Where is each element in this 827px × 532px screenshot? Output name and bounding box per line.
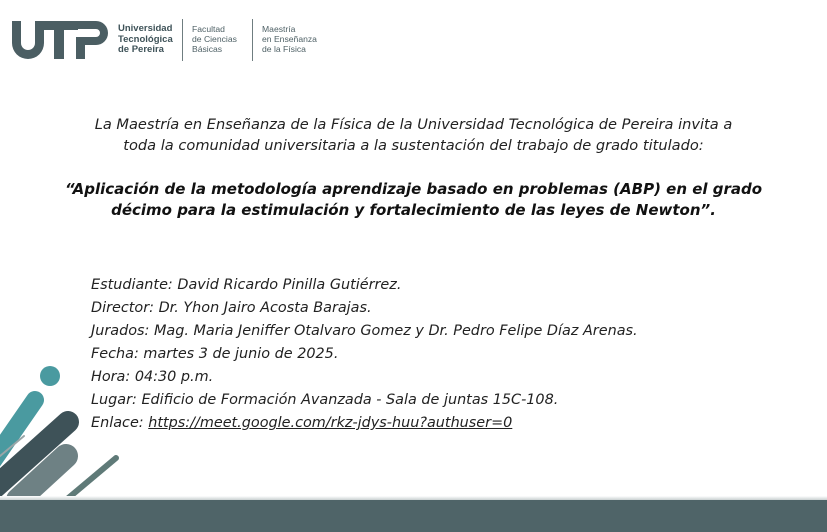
faculty-line: Facultad	[192, 24, 225, 35]
detail-label: Enlace	[91, 415, 139, 431]
header	[10, 16, 324, 64]
detail-time: Hora: 04:30 p.m.	[91, 369, 214, 385]
detail-link: Enlace: https://meet.google.com/rkz-jdys-huu?authuser=0	[91, 415, 513, 431]
invitation-intro	[40, 114, 787, 156]
institution-name	[118, 24, 174, 56]
meeting-link[interactable]: https://meet.google.com/rkz-jdys-huu?authuser=0	[148, 415, 513, 431]
detail-jury: Jurados: Mag. Maria Jeniffer Otalvaro Gomez y Dr. Pedro Felipe Díaz Arenas.	[91, 323, 638, 339]
detail-value: 04:30 p.m.	[134, 369, 214, 385]
header-divider	[252, 19, 253, 61]
title-line: décimo para la estimulación y fortalecimiento de las leyes de Newton”.	[111, 200, 716, 219]
faculty-line: de Ciencias	[192, 34, 237, 45]
detail-value: Edificio de Formación Avanzada - Sala de juntas 15C-108.	[141, 392, 559, 408]
program-line: Maestría	[262, 24, 296, 35]
program-name	[262, 25, 324, 54]
utp-logo-icon	[10, 17, 112, 63]
program-line: de la Física	[262, 43, 306, 54]
intro-line: toda la comunidad universitaria a la sustentación del trabajo de grado titulado:	[123, 137, 704, 154]
institution-line: Universidad	[118, 23, 173, 35]
institution-line: de Pereira	[118, 44, 164, 56]
event-details	[91, 274, 791, 435]
program-line: en Enseñanza	[262, 34, 317, 45]
detail-value: Mag. Maria Jeniffer Otalvaro Gomez y Dr. Pedro Felipe Díaz Arenas.	[153, 323, 638, 339]
intro-line: La Maestría en Enseñanza de la Física de la Universidad Tecnológica de Pereira invita a	[94, 116, 733, 133]
detail-director: Director: Dr. Yhon Jairo Acosta Barajas.	[91, 300, 372, 316]
detail-label: Estudiante	[91, 277, 168, 293]
detail-label: Fecha	[91, 346, 134, 362]
detail-date: Fecha: martes 3 de junio de 2025.	[91, 346, 339, 362]
detail-value: martes 3 de junio de 2025.	[143, 346, 339, 362]
header-divider	[182, 19, 183, 61]
detail-student: Estudiante: David Ricardo Pinilla Gutiérrez.	[91, 277, 402, 293]
faculty-line: Básicas	[192, 43, 223, 54]
detail-place: Lugar: Edificio de Formación Avanzada - Sala de juntas 15C-108.	[91, 392, 559, 408]
footer-bar	[0, 500, 827, 532]
detail-value: Dr. Yhon Jairo Acosta Barajas.	[158, 300, 372, 316]
detail-label: Director	[91, 300, 150, 316]
decorative-stripes	[0, 360, 140, 510]
institution-line: Tecnológica	[118, 33, 173, 45]
detail-label: Jurados	[91, 323, 145, 339]
detail-label: Lugar	[91, 392, 133, 408]
title-line: “Aplicación de la metodología aprendizaje basado en problemas (ABP) en el grado	[64, 180, 763, 198]
detail-label: Hora	[91, 369, 126, 385]
thesis-title	[40, 179, 787, 220]
faculty-name	[192, 25, 244, 54]
detail-value: David Ricardo Pinilla Gutiérrez.	[177, 277, 402, 293]
